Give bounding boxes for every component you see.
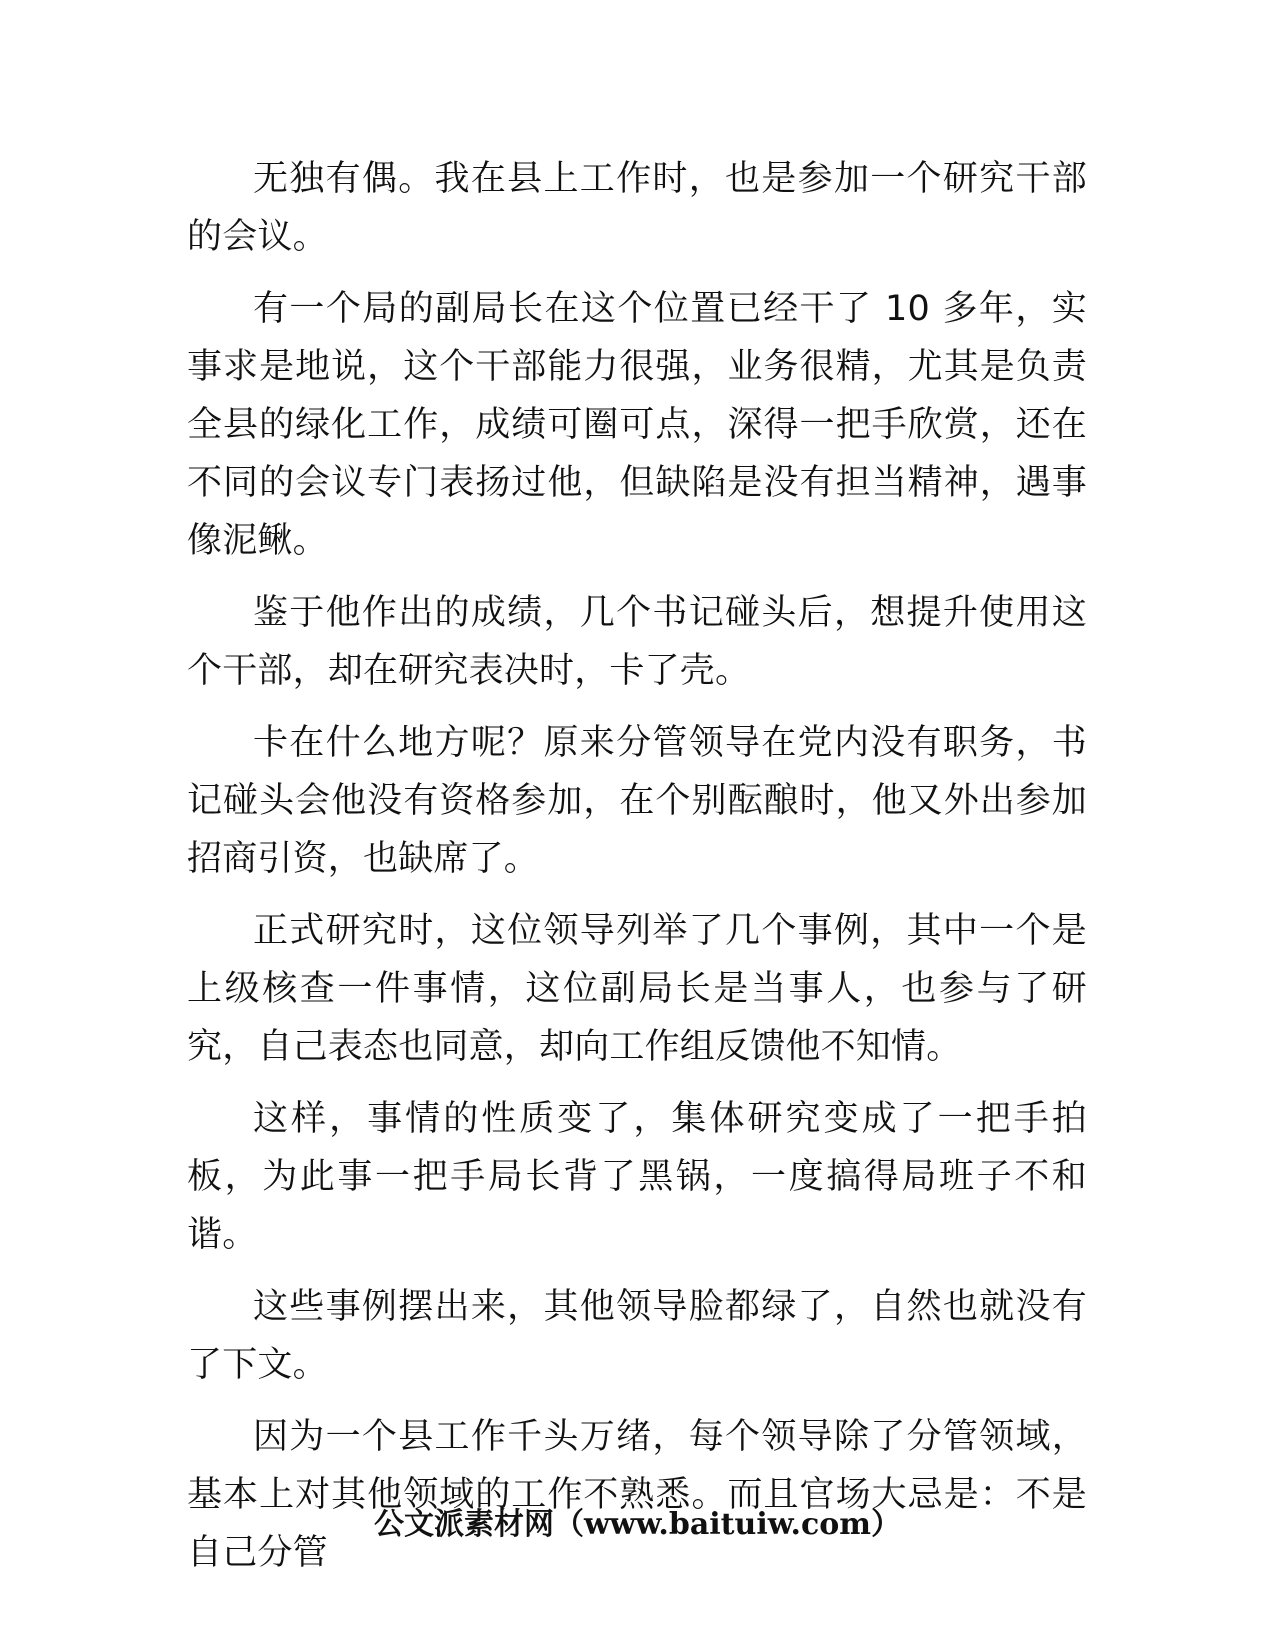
paragraph: 正式研究时，这位领导列举了几个事例，其中一个是上级核查一件事情，这位副局长是当事人，也参与了研究，自己表态也同意，却向工作组反馈他不知情。 xyxy=(187,911,1087,1067)
paragraph: 鉴于他作出的成绩，几个书记碰头后，想提升使用这个干部，却在研究表决时，卡了壳。 xyxy=(187,593,1087,691)
paragraph: 这些事例摆出来，其他领导脸都绿了，自然也就没有了下文。 xyxy=(187,1287,1087,1385)
paragraph: 无独有偶。我在县上工作时，也是参加一个研究干部的会议。 xyxy=(187,159,1087,257)
paragraph: 卡在什么地方呢？原来分管领导在党内没有职务，书记碰头会他没有资格参加，在个别酝酿时，他又外出参加招商引资，也缺席了。 xyxy=(187,723,1087,879)
paragraph: 因为一个县工作千头万绪，每个领导除了分管领域，基本上对其他领域的工作不熟悉。而且官场大忌是：不是自己分管 xyxy=(187,1417,1087,1573)
paragraph: 这样，事情的性质变了，集体研究变成了一把手拍板，为此事一把手局长背了黑锅，一度搞得局班子不和谐。 xyxy=(187,1099,1087,1255)
page-footer: 公文派素材网（www.baituiw.com） xyxy=(373,1507,902,1542)
paragraph: 有一个局的副局长在这个位置已经干了 10 多年，实事求是地说，这个干部能力很强，业务很精，尤其是负责全县的绿化工作，成绩可圈可点，深得一把手欣赏，还在不同的会议专门表扬过他，但缺陷是没有担当精神，遇事像泥鳅。 xyxy=(187,289,1087,561)
document-body xyxy=(187,150,1087,1596)
